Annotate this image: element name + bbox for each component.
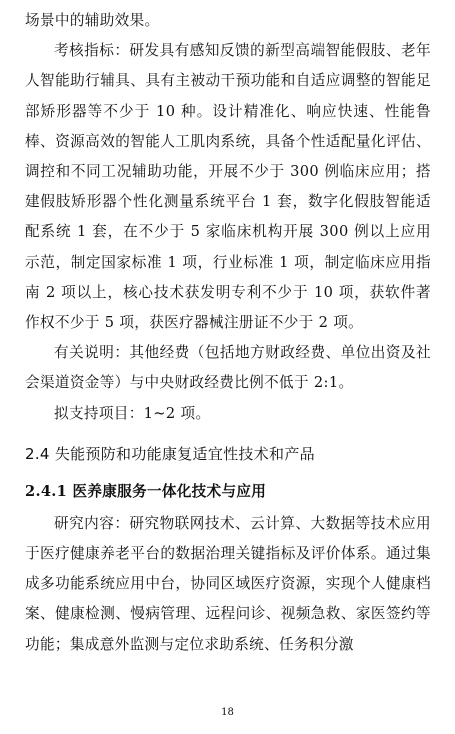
paragraph-supported-projects: 拟支持项目：1~2 项。 bbox=[54, 404, 211, 422]
paragraph-notes: 有关说明：其他经费（包括地方财政经费、单位出资及社会渠道资金等）与中央财政经费比例不低于 2:1。 bbox=[25, 344, 431, 392]
section-heading: 2.4 失能预防和功能康复适宜性技术和产品 bbox=[25, 444, 315, 463]
paragraph-assessment-indicators: 考核指标：研发具有感知反馈的新型高端智能假肢、老年人智能助行辅具、具有主被动干预功能和自适应调整的智能足部矫形器等不少于 10 种。设计精准化、响应快速、性能鲁棒、资源高效的智能人工肌肉系统，具备个性适配量化评估、调控和不同工况辅助功能，开展不少于 300 例临床应用；搭建假肢矫形器个性化测量系统平台 1 套，数字化假肢智能适配系统 1 套，在不少于 5 家临床机构开展 300 例以上应用示范，制定国家标准 1 项，行业标准 1 项，制定临床应用指南 2 项以上，核心技术获发明专利不少于 10 项，获软件著作权不少于 5 项，获医疗器械注册证不少于 2 项。 bbox=[25, 42, 431, 332]
page-number: 18 bbox=[221, 707, 234, 718]
page-body bbox=[25, 6, 431, 660]
subsection-heading: 2.4.1 医养康服务一体化技术与应用 bbox=[25, 482, 267, 500]
paragraph-continuation: 场景中的辅助效果。 bbox=[25, 12, 160, 29]
paragraph-research-content: 研究内容：研究物联网技术、云计算、大数据等技术应用于医疗健康养老平台的数据治理关键指标及评价体系。通过集成多功能系统应用中台，协同区域医疗资源，实现个人健康档案、健康检测、慢病管理、远程问诊、视频急救、家医签约等功能；集成意外监测与定位求助系统、任务积分激 bbox=[25, 514, 431, 653]
